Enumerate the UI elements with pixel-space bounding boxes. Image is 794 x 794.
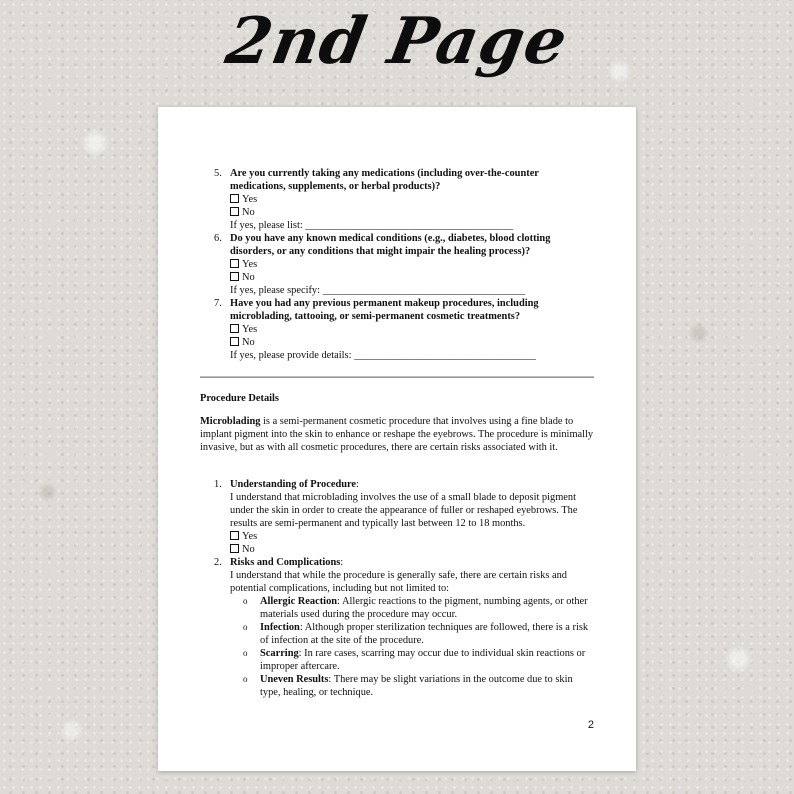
follow-up-field[interactable]: If yes, please specify: _______________________________________ [230, 285, 526, 296]
risk-title: Uneven Results [260, 674, 329, 685]
option-no[interactable]: No [230, 543, 594, 556]
question-7 [200, 297, 594, 362]
intro-text: is a semi-permanent cosmetic procedure that involves using a fine blade to implant pigment into the skin to enhance or reshape the eyebrows. The procedure is minimally invasive, but as with all cosmetic procedures, there are certain risks associated with it. [200, 416, 594, 453]
follow-up-field[interactable]: If yes, please provide details: ___________________________________ [230, 350, 536, 361]
banner-title: 2nd Page [220, 4, 574, 79]
option-no[interactable]: No [230, 336, 594, 349]
item-understanding: 1. Understanding of Procedure: I understand that microblading involves the use of a small blade to deposit pigment under the skin in order to create the appearance of fuller or reshaped eyebrows. The results are semi-permanent and typically last between 12 to 18 months. Yes No [200, 478, 594, 556]
item-risks: 2. Risks and Complications: I understand that while the procedure is generally safe, there are certain risks and potential complications, including but not limited to: o Allergic Reaction: Allergic reactions to the pigment, numbing agents, or other materials used during the procedure may occur. o Infection: Although proper sterilization techniques are followed, there is a risk of infection at the site of the procedure. o Scarring: In rare cases, scarring may occur due to individual skin reactions or improper aftercare. o Uneven Results: There may be slight variations in the outcome due to skin type, healing, or technique. [200, 556, 594, 699]
page-content [200, 167, 594, 699]
horizontal-divider [200, 376, 594, 378]
risk-title: Scarring [260, 648, 299, 659]
option-no[interactable]: No [230, 271, 594, 284]
risk-item [230, 673, 594, 699]
risk-item [230, 595, 594, 621]
risk-text: : Although proper sterilization techniques are followed, there is a risk of infection at the site of the procedure. [260, 622, 589, 646]
question-6 [200, 232, 594, 297]
question-number: 6. [214, 233, 222, 244]
intro-paragraph [200, 415, 594, 454]
section-title: Procedure Details [200, 393, 279, 404]
item-number: 2. [214, 557, 222, 568]
checkbox-icon[interactable] [230, 272, 239, 281]
risk-text: : There may be slight variations in the outcome due to skin type, healing, or technique. [260, 674, 573, 698]
bullet-icon: o [243, 674, 248, 684]
bullet-icon: o [243, 648, 248, 658]
option-yes[interactable]: Yes [230, 193, 594, 206]
question-text: Have you had any previous permanent makeup procedures, including microblading, tattooing, or semi-permanent cosmetic treatments? [230, 298, 539, 322]
question-number: 7. [214, 298, 222, 309]
checkbox-icon[interactable] [230, 207, 239, 216]
item-title: Understanding of Procedure [230, 479, 357, 490]
follow-up-field[interactable]: If yes, please list: ________________________________________ [230, 220, 514, 231]
checkbox-icon[interactable] [230, 544, 239, 553]
option-no[interactable]: No [230, 206, 594, 219]
risk-item [230, 621, 594, 647]
checkbox-icon[interactable] [230, 259, 239, 268]
item-number: 1. [214, 479, 222, 490]
question-text: Do you have any known medical conditions (e.g., diabetes, blood clotting disorders, or any conditions that might impair the healing process)? [230, 233, 551, 257]
item-title: Risks and Complications [230, 557, 341, 568]
question-5 [200, 167, 594, 232]
risk-title: Infection [260, 622, 300, 633]
risk-text: : In rare cases, scarring may occur due to individual skin reactions or improper aftercare. [260, 648, 586, 672]
risk-text: : Allergic reactions to the pigment, numbing agents, or other materials used during the procedure may occur. [260, 596, 588, 620]
checkbox-icon[interactable] [230, 531, 239, 540]
bullet-icon: o [243, 622, 248, 632]
document-page [158, 107, 636, 771]
option-yes[interactable]: Yes [230, 323, 594, 336]
question-text: Are you currently taking any medications (including over-the-counter medications, supplements, or herbal products)? [230, 168, 539, 192]
intro-term: Microblading [200, 416, 261, 427]
checkbox-icon[interactable] [230, 337, 239, 346]
risk-item [230, 647, 594, 673]
risk-title: Allergic Reaction [260, 596, 338, 607]
option-yes[interactable]: Yes [230, 530, 594, 543]
checkbox-icon[interactable] [230, 324, 239, 333]
item-body: I understand that while the procedure is generally safe, there are certain risks and potential complications, including but not limited to: [230, 570, 567, 594]
bullet-icon: o [243, 596, 248, 606]
question-number: 5. [214, 168, 222, 179]
item-body: I understand that microblading involves the use of a small blade to deposit pigment under the skin in order to create the appearance of fuller or reshaped eyebrows. The results are semi-permanent and typically last between 12 to 18 months. [230, 492, 578, 529]
option-yes[interactable]: Yes [230, 258, 594, 271]
checkbox-icon[interactable] [230, 194, 239, 203]
page-number: 2 [587, 719, 594, 731]
